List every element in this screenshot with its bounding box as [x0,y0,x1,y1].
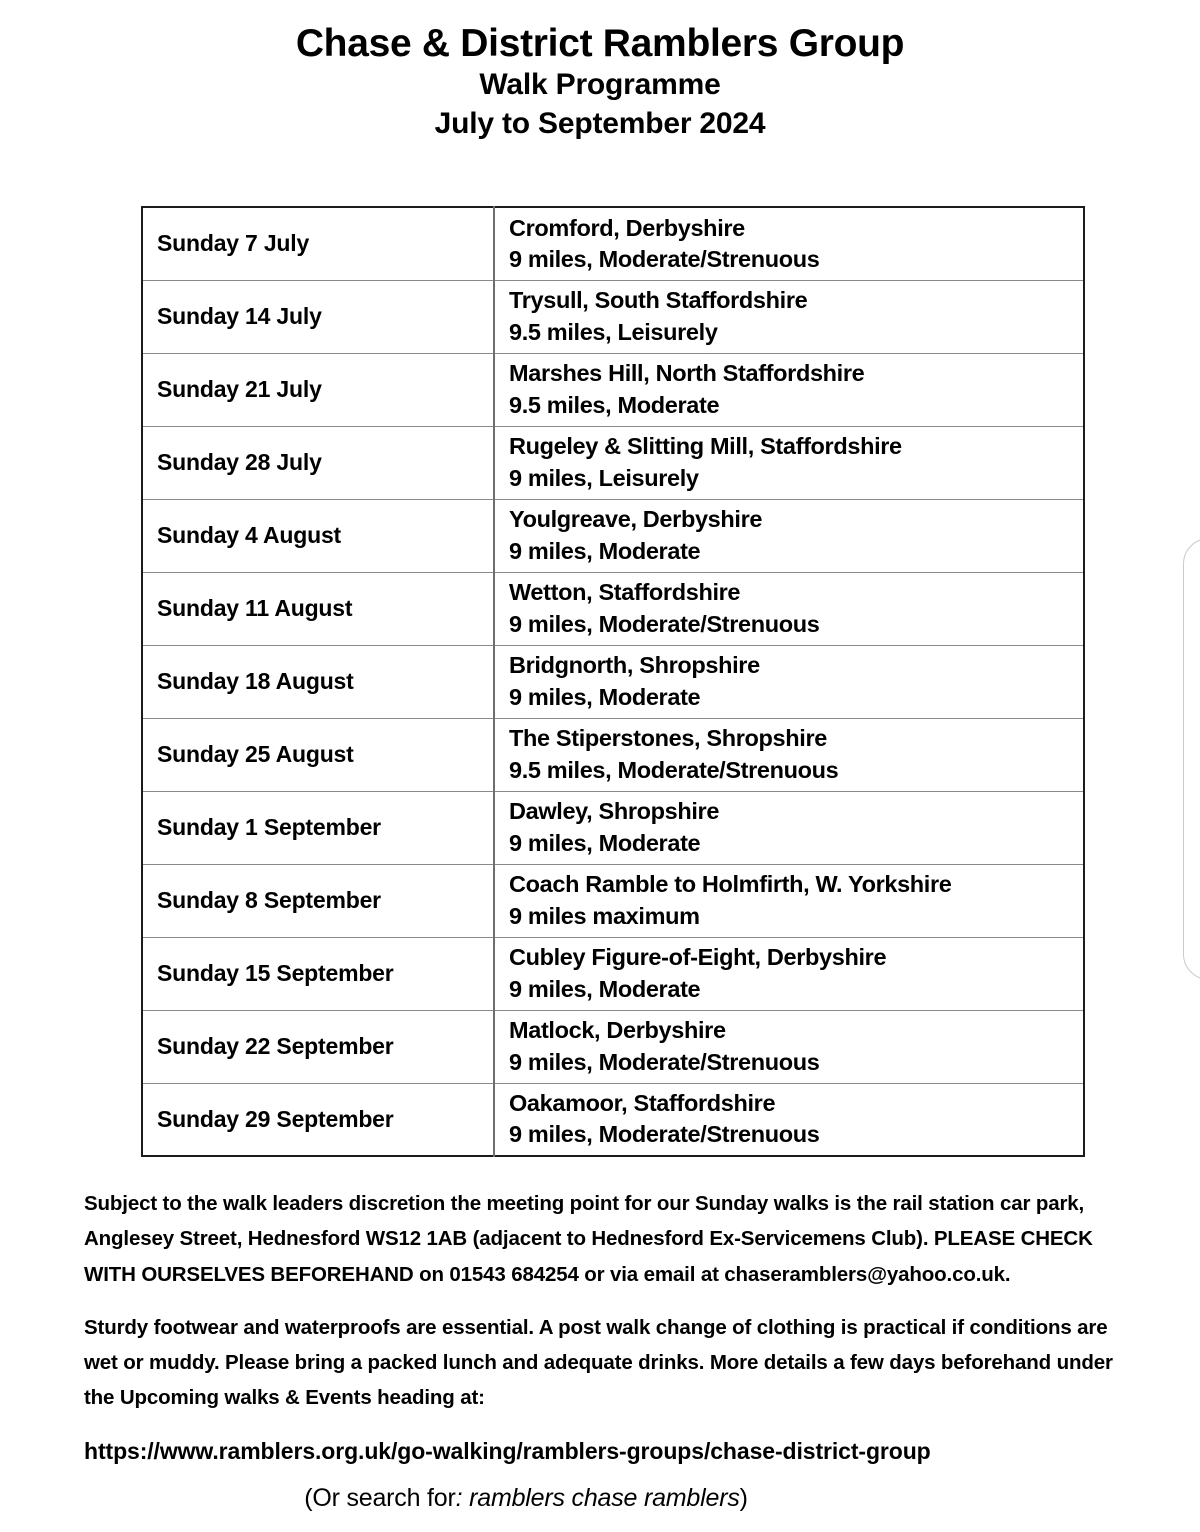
walk-detail-cell [494,572,1084,645]
page-title: Chase & District Ramblers Group [295,22,905,65]
walk-distance-grade: 9.5 miles, Leisurely [509,318,718,345]
website-url[interactable]: https://www.ramblers.org.uk/go-walking/ramblers-groups/chase-district-group [84,1437,931,1464]
walk-detail-cell [494,791,1084,864]
walk-distance-grade: 9 miles, Moderate/Strenuous [509,1121,820,1148]
walk-date-cell: Sunday 22 September [142,1010,494,1083]
walk-distance-grade: 9 miles, Moderate [509,975,701,1002]
search-hint-suffix: ) [739,1484,748,1512]
walk-location: Cromford, Derbyshire [509,214,745,241]
walk-detail-cell [494,426,1084,499]
walk-location: Dawley, Shropshire [509,798,720,825]
walk-detail-cell [494,207,1084,280]
walk-distance-grade: 9 miles, Moderate/Strenuous [509,245,820,272]
walk-location: Marshes Hill, North Staffordshire [509,360,865,387]
walk-detail-cell [494,937,1084,1010]
walk-detail-cell [494,280,1084,353]
table-row [142,280,1084,353]
table-row [142,791,1084,864]
walk-detail-cell [494,718,1084,791]
table-row [142,207,1084,280]
table-row [142,353,1084,426]
walk-location: Trysull, South Staffordshire [509,287,808,314]
walk-date-cell: Sunday 8 September [142,864,494,937]
walk-distance-grade: 9 miles maximum [509,902,700,929]
walk-distance-grade: 9 miles, Moderate/Strenuous [509,1048,820,1075]
table-row [142,937,1084,1010]
walk-detail-cell [494,499,1084,572]
walk-location: Cubley Figure-of-Eight, Derbyshire [509,944,887,971]
walk-date-cell: Sunday 14 July [142,280,494,353]
table-row [142,645,1084,718]
walk-date-cell: Sunday 28 July [142,426,494,499]
meeting-point-note: Subject to the walk leaders discretion the meeting point for our Sunday walks is the rail station car park, Anglesey Street, Hednesford WS12 1AB (adjacent to Hednesford Ex-Servicemens Club). PLEASE CHECK WITH OURSELVES BEFOREHAND on 01543 684254 or via email at chaseramblers@yahoo.co.uk. [84,1192,1093,1286]
walk-distance-grade: 9 miles, Moderate [509,537,701,564]
walk-location: Youlgreave, Derbyshire [509,506,763,533]
table-row [142,572,1084,645]
search-hint-prefix: (Or search for [304,1484,456,1512]
walk-date-cell: Sunday 15 September [142,937,494,1010]
walk-location: Matlock, Derbyshire [509,1017,726,1044]
walk-programme-table [141,206,1085,1157]
page-period: July to September 2024 [434,107,766,141]
walk-date-cell: Sunday 11 August [142,572,494,645]
walk-location: Coach Ramble to Holmfirth, W. Yorkshire [509,871,952,898]
walk-location: Oakamoor, Staffordshire [509,1090,776,1116]
table-row [142,1010,1084,1083]
walk-programme-table-body [142,207,1084,1156]
page-subtitle: Walk Programme [479,67,721,101]
table-row [142,499,1084,572]
walk-date-cell: Sunday 29 September [142,1083,494,1156]
walk-location: Wetton, Staffordshire [509,579,741,606]
walk-detail-cell [494,864,1084,937]
table-row [142,426,1084,499]
scan-edge-artifact [1183,538,1200,980]
equipment-note: Sturdy footwear and waterproofs are essential. A post walk change of clothing is practical if conditions are wet or muddy. Please bring a packed lunch and adequate drinks. More details a few days beforehand under the Upcoming walks & Events heading at: [84,1315,1113,1410]
walk-date-cell: Sunday 1 September [142,791,494,864]
table-row [142,718,1084,791]
footer-notes [84,1186,1136,1515]
walk-date-cell: Sunday 21 July [142,353,494,426]
walk-distance-grade: 9 miles, Moderate [509,683,701,710]
table-row [142,864,1084,937]
walk-detail-cell [494,353,1084,426]
search-hint-terms: : ramblers chase ramblers [455,1484,740,1512]
search-hint [0,1482,1052,1515]
walk-date-cell: Sunday 25 August [142,718,494,791]
walk-detail-cell [494,1010,1084,1083]
walk-distance-grade: 9 miles, Leisurely [509,464,699,491]
walk-distance-grade: 9.5 miles, Moderate [509,391,720,418]
walk-detail-cell [494,645,1084,718]
walk-date-cell: Sunday 4 August [142,499,494,572]
walk-date-cell: Sunday 18 August [142,645,494,718]
walk-distance-grade: 9.5 miles, Moderate/Strenuous [509,756,839,783]
walk-distance-grade: 9 miles, Moderate [509,829,701,856]
walk-distance-grade: 9 miles, Moderate/Strenuous [509,610,820,637]
walk-detail-cell [494,1083,1084,1156]
table-row [142,1083,1084,1156]
walk-location: The Stiperstones, Shropshire [509,725,827,752]
document-header [0,22,1200,143]
walk-location: Bridgnorth, Shropshire [509,652,760,679]
walk-location: Rugeley & Slitting Mill, Staffordshire [509,433,902,460]
walk-date-cell: Sunday 7 July [142,207,494,280]
